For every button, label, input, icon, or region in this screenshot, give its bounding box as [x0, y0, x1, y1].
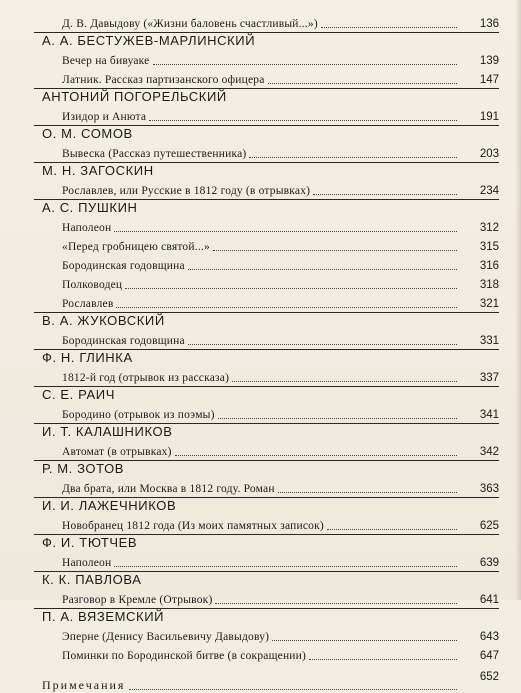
dot-leader	[309, 659, 457, 660]
toc-entry[interactable]	[0, 254, 521, 273]
toc-entry[interactable]	[0, 514, 521, 533]
author-heading	[0, 88, 521, 105]
author-name: К. К. ПАВЛОВА	[42, 572, 142, 587]
author-heading	[0, 162, 521, 179]
page-edge-shadow	[515, 0, 521, 600]
dot-leader	[153, 64, 458, 65]
toc-entry[interactable]	[0, 588, 521, 607]
toc-entry[interactable]	[0, 12, 521, 31]
toc-entry[interactable]	[0, 105, 521, 124]
author-name: И. Т. КАЛАШНИКОВ	[42, 424, 173, 439]
toc-entry[interactable]	[0, 235, 521, 254]
page-number: 643	[479, 631, 499, 643]
section-divider	[34, 312, 499, 313]
entry-title: Вечер на бивуаке	[62, 55, 150, 67]
author-heading	[0, 497, 521, 514]
section-divider	[34, 497, 499, 498]
section-divider	[34, 32, 499, 33]
dot-leader	[268, 83, 457, 84]
page-number: 652	[479, 671, 499, 683]
toc-entry[interactable]	[0, 142, 521, 161]
dot-leader	[213, 250, 457, 251]
dot-leader	[232, 381, 457, 382]
entry-title: Разговор в Кремле (Отрывок)	[62, 594, 213, 606]
dot-leader	[125, 288, 457, 289]
dot-leader	[116, 307, 457, 308]
section-divider	[34, 349, 499, 350]
toc-entry[interactable]	[0, 551, 521, 570]
entry-title: Наполеон	[62, 222, 112, 234]
toc-entry[interactable]	[0, 625, 521, 644]
dot-leader	[327, 529, 457, 530]
page-number: 647	[479, 650, 499, 662]
entry-title: Эперне (Денису Васильевичу Давыдову)	[62, 631, 270, 643]
author-name: О. М. СОМОВ	[42, 126, 133, 141]
entry-title: Бородинская годовщина	[62, 260, 185, 272]
entry-title: Рославлев	[62, 298, 114, 310]
dot-leader	[215, 603, 457, 604]
section-divider	[34, 88, 499, 89]
page-number: 641	[479, 594, 499, 606]
entry-title: Бородино (отрывок из поэмы)	[62, 409, 215, 421]
dot-leader	[188, 269, 457, 270]
dot-leader	[129, 689, 457, 690]
dot-leader	[114, 566, 457, 567]
toc-entry[interactable]	[0, 179, 521, 198]
toc-entry[interactable]	[0, 68, 521, 87]
author-name: И. И. ЛАЖЕЧНИКОВ	[42, 498, 177, 513]
dot-leader	[149, 120, 457, 121]
author-name: Ф. И. ТЮТЧЕВ	[42, 535, 138, 550]
section-divider	[34, 571, 499, 572]
dot-leader	[218, 418, 457, 419]
dot-leader	[272, 640, 457, 641]
toc-entry[interactable]	[0, 366, 521, 385]
author-name: С. Е. РАИЧ	[42, 387, 115, 402]
toc-entry[interactable]	[0, 292, 521, 311]
author-heading	[0, 460, 521, 477]
author-heading	[0, 386, 521, 403]
author-name: П. А. ВЯЗЕМСКИЙ	[42, 609, 165, 624]
toc-entry[interactable]	[0, 49, 521, 68]
dot-leader	[313, 194, 457, 195]
toc-entry[interactable]	[0, 477, 521, 496]
entry-title: Рославлев, или Русские в 1812 году (в отрывках)	[62, 185, 311, 197]
entry-title: Бородинская годовщина	[62, 335, 185, 347]
entry-title: Изидор и Анюта	[62, 111, 147, 123]
section-divider	[34, 199, 499, 200]
entry-title: Полководец	[62, 279, 123, 291]
author-heading	[0, 571, 521, 588]
notes-title: Примечания	[42, 678, 126, 692]
author-name: Р. М. ЗОТОВ	[42, 461, 125, 476]
author-heading	[0, 608, 521, 625]
entry-title: «Перед гробницею святой...»	[62, 241, 210, 253]
page-number: 318	[479, 279, 499, 291]
dot-leader	[278, 492, 457, 493]
author-heading	[0, 534, 521, 551]
author-heading	[0, 32, 521, 49]
entry-title: 1812-й год (отрывок из рассказа)	[62, 372, 230, 384]
table-of-contents	[0, 12, 521, 693]
page-number: 342	[479, 446, 499, 458]
author-name: АНТОНИЙ ПОГОРЕЛЬСКИЙ	[42, 89, 227, 104]
entry-title: Наполеон	[62, 557, 112, 569]
page-number: 363	[479, 483, 499, 495]
page-number: 337	[479, 372, 499, 384]
section-divider	[34, 162, 499, 163]
entry-title: Поминки по Бородинской битве (в сокращении)	[62, 650, 307, 662]
author-name: В. А. ЖУКОВСКИЙ	[42, 313, 165, 328]
author-heading	[0, 349, 521, 366]
page-number: 191	[479, 111, 499, 123]
page-number: 331	[479, 335, 499, 347]
entry-title: Автомат (в отрывках)	[62, 446, 172, 458]
dot-leader	[321, 27, 457, 28]
page-number: 316	[479, 260, 499, 272]
entry-title: Д. В. Давыдову («Жизни баловень счастливый...»)	[62, 18, 318, 30]
page-number: 136	[479, 18, 499, 30]
entry-title: Два брата, или Москва в 1812 году. Роман	[62, 483, 275, 495]
dot-leader	[175, 455, 457, 456]
toc-entry[interactable]	[0, 403, 521, 422]
author-name: Ф. Н. ГЛИНКА	[42, 350, 133, 365]
author-name: А. С. ПУШКИН	[42, 200, 138, 215]
entry-title: Новобранец 1812 года (Из моих памятных записок)	[62, 520, 324, 532]
page-number: 234	[479, 185, 499, 197]
page-number: 321	[479, 298, 499, 310]
section-divider	[34, 386, 499, 387]
page-number: 312	[479, 222, 499, 234]
page-number: 203	[479, 148, 499, 160]
author-name: А. А. БЕСТУЖЕВ-МАРЛИНСКИЙ	[42, 33, 256, 48]
section-divider	[34, 423, 499, 424]
page-number: 639	[479, 557, 499, 569]
author-heading	[0, 125, 521, 142]
dot-leader	[114, 231, 457, 232]
author-heading	[0, 312, 521, 329]
page-number: 625	[479, 520, 499, 532]
entry-title: Латник. Рассказ партизанского офицера	[62, 74, 265, 86]
toc-entry[interactable]	[0, 273, 521, 292]
toc-entry[interactable]	[0, 216, 521, 235]
author-name: М. Н. ЗАГОСКИН	[42, 163, 154, 178]
page-number: 139	[479, 55, 499, 67]
author-heading	[0, 199, 521, 216]
author-heading	[0, 423, 521, 440]
dot-leader	[249, 157, 457, 158]
section-divider	[34, 534, 499, 535]
notes-entry[interactable]	[0, 671, 521, 693]
toc-entry[interactable]	[0, 329, 521, 348]
section-divider	[34, 460, 499, 461]
page-number: 341	[479, 409, 499, 421]
entry-title: Вывеска (Рассказ путешественника)	[62, 148, 247, 160]
section-divider	[34, 125, 499, 126]
page-number: 315	[479, 241, 499, 253]
toc-entry[interactable]	[0, 644, 521, 663]
section-divider	[34, 608, 499, 609]
page-number: 147	[479, 74, 499, 86]
dot-leader	[188, 344, 457, 345]
toc-entry[interactable]	[0, 440, 521, 459]
